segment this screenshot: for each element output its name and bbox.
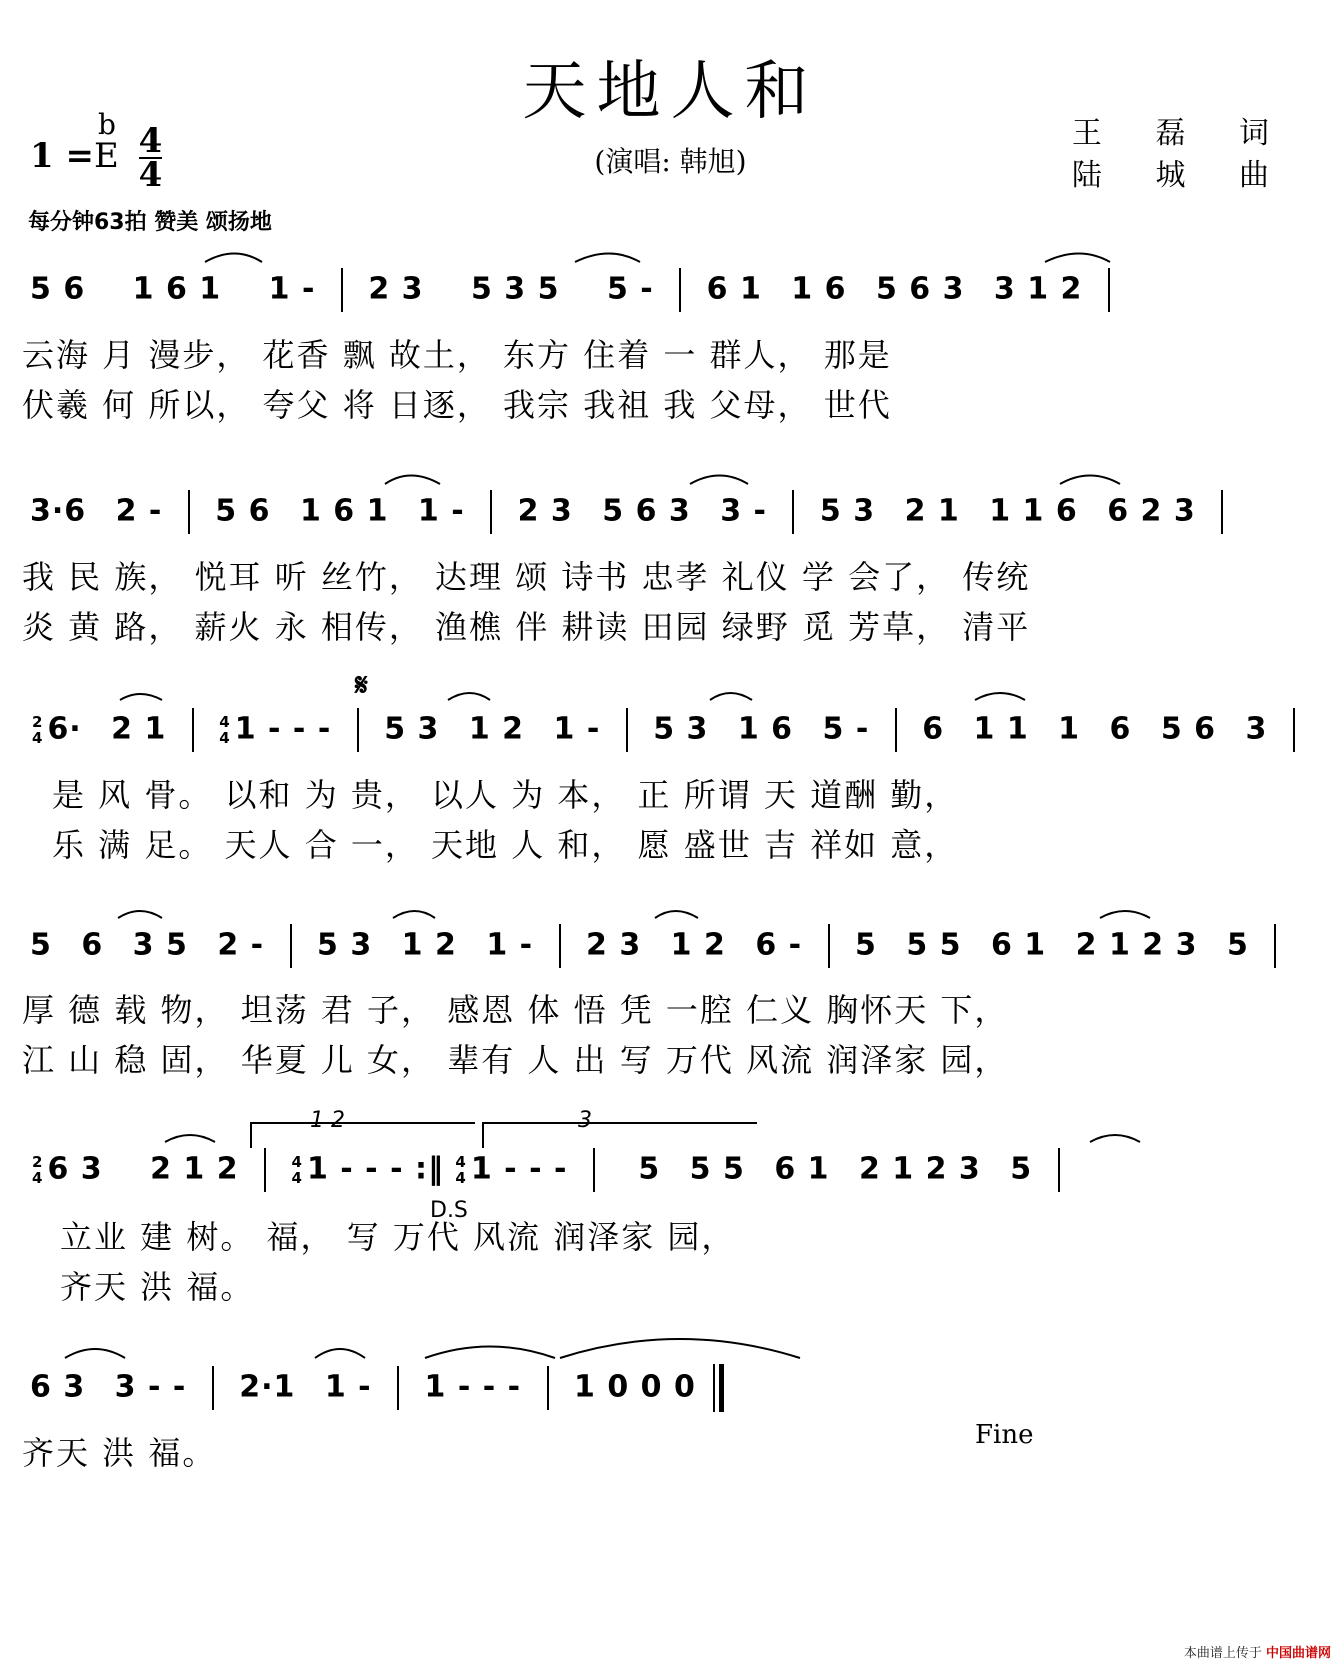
note-group: 1 - - - bbox=[234, 711, 332, 747]
slur bbox=[1045, 254, 1110, 263]
footer-logo[interactable]: 中国曲谱网 bbox=[1265, 1646, 1331, 1661]
lyrics-system-4-verse-1: 厚 德 载 物， 坦荡 君 子， 感恩 体 悟 凭 一腔 仁义 胸怀天 下， bbox=[22, 991, 1009, 1029]
slur bbox=[655, 911, 698, 918]
footer-text: 本曲谱上传于 bbox=[1183, 1646, 1262, 1661]
lyrics-system-3-verse-2: 乐 满 足。 天人 合 一， 天地 人 和， 愿 盛世 吉 祥如 意， bbox=[52, 826, 959, 864]
note-group: 6 - bbox=[755, 927, 803, 963]
note-group: 6 1 bbox=[990, 927, 1047, 963]
tempo-marking: 每分钟63拍 赞美 颂扬地 bbox=[28, 210, 272, 235]
note-group: 1 6 1 bbox=[299, 493, 389, 529]
note-group: 1 2 bbox=[670, 927, 726, 963]
note-group: 1 6 1 bbox=[132, 271, 222, 307]
note-group: 5 6 bbox=[1160, 711, 1217, 747]
ts-top: 4 bbox=[291, 1153, 303, 1171]
slur bbox=[1090, 1135, 1140, 1142]
note-group: 5 5 bbox=[689, 1151, 745, 1187]
first-ending-label: 1 2 bbox=[310, 1108, 345, 1133]
ts-top: 4 bbox=[455, 1153, 467, 1171]
note-group: 5 3 bbox=[317, 927, 373, 963]
note-group: 2·1 bbox=[239, 1369, 296, 1405]
ts-top: 4 bbox=[219, 713, 231, 731]
note-group: 1 - bbox=[486, 927, 534, 963]
lyrics-system-5-verse-2: 齐天 洪 福。 bbox=[60, 1268, 255, 1306]
note-group: 5 bbox=[638, 1151, 661, 1187]
key-letter: E bbox=[93, 136, 119, 176]
note-group: 5 6 3 bbox=[602, 493, 691, 529]
note-group: 5 bbox=[1010, 1151, 1033, 1187]
lyrics-system-2-verse-1: 我 民 族， 悦耳 听 丝竹， 达理 颂 诗书 忠孝 礼仪 学 会了， 传统 bbox=[22, 558, 1031, 596]
slur bbox=[425, 1347, 555, 1359]
singer-credit: (演唱: 韩旭) bbox=[594, 145, 747, 178]
note-group: 1 6 bbox=[791, 271, 847, 307]
lyrics-system-3-verse-1: 是 风 骨。 以和 为 贵， 以人 为 本， 正 所谓 天 道酬 勤， bbox=[52, 776, 959, 814]
note-group: 6 bbox=[81, 927, 104, 963]
fine-mark: Fine bbox=[975, 1420, 1034, 1450]
time-signature-top: 4 bbox=[138, 121, 163, 161]
note-group: 6· bbox=[47, 711, 82, 747]
note-group: 1 bbox=[1058, 711, 1081, 747]
slur bbox=[560, 1339, 800, 1358]
note-group: 2 - bbox=[217, 927, 265, 963]
note-group: 3 - bbox=[720, 493, 768, 529]
note-group: 5 bbox=[855, 927, 877, 963]
note-group: 5 6 3 bbox=[875, 271, 965, 307]
note-group: 6 bbox=[922, 711, 945, 747]
note-group: 6 3 bbox=[30, 1369, 86, 1405]
note-group: 1 - bbox=[553, 711, 601, 747]
lyrics-system-4-verse-2: 江 山 稳 固， 华夏 儿 女， 辈有 人 出 写 万代 风流 润泽家 园， bbox=[22, 1041, 1009, 1079]
lyrics-system-1-verse-2: 伏羲 何 所以， 夸父 将 日逐， 我宗 我祖 我 父母， 世代 bbox=[22, 386, 892, 424]
note-group: 2 1 bbox=[904, 493, 960, 529]
slur bbox=[690, 476, 748, 485]
slur bbox=[393, 911, 435, 918]
ts-bottom: 4 bbox=[291, 1169, 303, 1187]
note-group: 5 - bbox=[606, 271, 654, 307]
note-group: 2 - bbox=[115, 493, 163, 529]
note-group: 5 3 bbox=[653, 711, 709, 747]
key-flat: b bbox=[97, 108, 116, 141]
note-group: 1 1 bbox=[973, 711, 1029, 747]
note-group: 1 - - - bbox=[306, 1151, 404, 1187]
ts-bottom: 4 bbox=[32, 729, 44, 747]
note-group: 5 6 bbox=[30, 271, 86, 307]
note-group: 1 2 bbox=[468, 711, 525, 747]
second-ending-label: 3 bbox=[578, 1108, 592, 1133]
note-group: 5 3 bbox=[384, 711, 440, 747]
note-group: 1 - - - bbox=[470, 1151, 568, 1187]
footer-credit bbox=[1184, 1642, 1331, 1661]
note-group: 5 6 bbox=[215, 493, 271, 529]
note-group: 3 - - bbox=[114, 1369, 187, 1405]
slur bbox=[165, 1135, 215, 1142]
note-group: 1 2 bbox=[401, 927, 457, 963]
note-group: 2 3 bbox=[517, 493, 573, 529]
note-group: 3 5 bbox=[132, 927, 188, 963]
note-group: 3 bbox=[1245, 711, 1268, 747]
ts-bottom: 4 bbox=[455, 1169, 467, 1187]
note-group: 1 0 0 0 bbox=[574, 1369, 696, 1405]
slur bbox=[205, 254, 262, 263]
lyricist-credit: 王 磊 词 bbox=[1071, 116, 1291, 151]
note-group: 5 3 bbox=[819, 493, 876, 529]
note-group: 6 bbox=[1109, 711, 1132, 747]
note-group: 1 - bbox=[324, 1369, 372, 1405]
note-group: 5 - bbox=[822, 711, 870, 747]
slur bbox=[385, 476, 440, 485]
note-group: 6 3 bbox=[47, 1151, 103, 1187]
note-group: 5 bbox=[30, 927, 52, 963]
note-group: 5 3 5 bbox=[470, 271, 560, 307]
slur bbox=[120, 694, 162, 700]
slur bbox=[1060, 476, 1120, 485]
lyrics-system-2-verse-2: 炎 黄 路， 薪火 永 相传， 渔樵 伴 耕读 田园 绿野 觅 芳草， 清平 bbox=[22, 608, 1031, 646]
note-group: 6 1 bbox=[706, 271, 762, 307]
slur bbox=[65, 1349, 125, 1358]
segno-sign: 𝄋 bbox=[355, 668, 368, 703]
slur bbox=[448, 693, 490, 700]
lyrics-system-1-verse-1: 云海 月 漫步， 花香 飘 故土， 东方 住着 一 群人， 那是 bbox=[22, 336, 892, 374]
ts-top: 2 bbox=[32, 713, 44, 731]
slur bbox=[975, 693, 1025, 700]
note-group: 6 1 bbox=[774, 1151, 830, 1187]
ts-top: 2 bbox=[32, 1153, 44, 1171]
note-group: 3 1 2 bbox=[993, 271, 1083, 307]
slur bbox=[575, 254, 640, 263]
time-signature-bottom: 4 bbox=[138, 155, 163, 195]
note-group: 2 1 2 bbox=[150, 1151, 239, 1187]
note-group: 5 5 bbox=[906, 927, 962, 963]
note-group: 3·6 bbox=[30, 493, 87, 529]
note-group: 1 - - - bbox=[424, 1369, 522, 1405]
slur bbox=[1100, 911, 1150, 918]
slur bbox=[118, 911, 162, 918]
note-group: 2 3 bbox=[586, 927, 642, 963]
key-prefix: 1 = bbox=[30, 136, 94, 176]
note-group: 2 1 2 3 bbox=[858, 1151, 981, 1187]
repeat-end-bar: :‖ bbox=[414, 1151, 444, 1187]
song-title: 天地人和 bbox=[522, 55, 819, 129]
slur bbox=[710, 693, 752, 700]
note-group: 2 1 2 3 bbox=[1075, 927, 1198, 963]
note-group: 2 3 bbox=[368, 271, 424, 307]
note-group: 1 - bbox=[268, 271, 316, 307]
lyrics-system-5-verse-1: 立业 建 树。 福， 写 万代 风流 润泽家 园， bbox=[60, 1218, 736, 1256]
lyrics-system-6-verse-1: 齐天 洪 福。 bbox=[22, 1434, 217, 1472]
note-group: 5 bbox=[1226, 927, 1249, 963]
note-group: 2 1 bbox=[111, 711, 167, 747]
slur bbox=[315, 1349, 365, 1358]
composer-credit: 陆 城 曲 bbox=[1071, 158, 1291, 193]
note-group: 1 6 bbox=[737, 711, 794, 747]
note-group: 1 1 6 bbox=[989, 493, 1078, 529]
note-group: 1 - bbox=[417, 493, 465, 529]
note-group: 6 2 3 bbox=[1107, 493, 1196, 529]
dal-segno-mark: D.S bbox=[430, 1198, 468, 1223]
ts-bottom: 4 bbox=[32, 1169, 44, 1187]
ts-bottom: 4 bbox=[219, 729, 231, 747]
